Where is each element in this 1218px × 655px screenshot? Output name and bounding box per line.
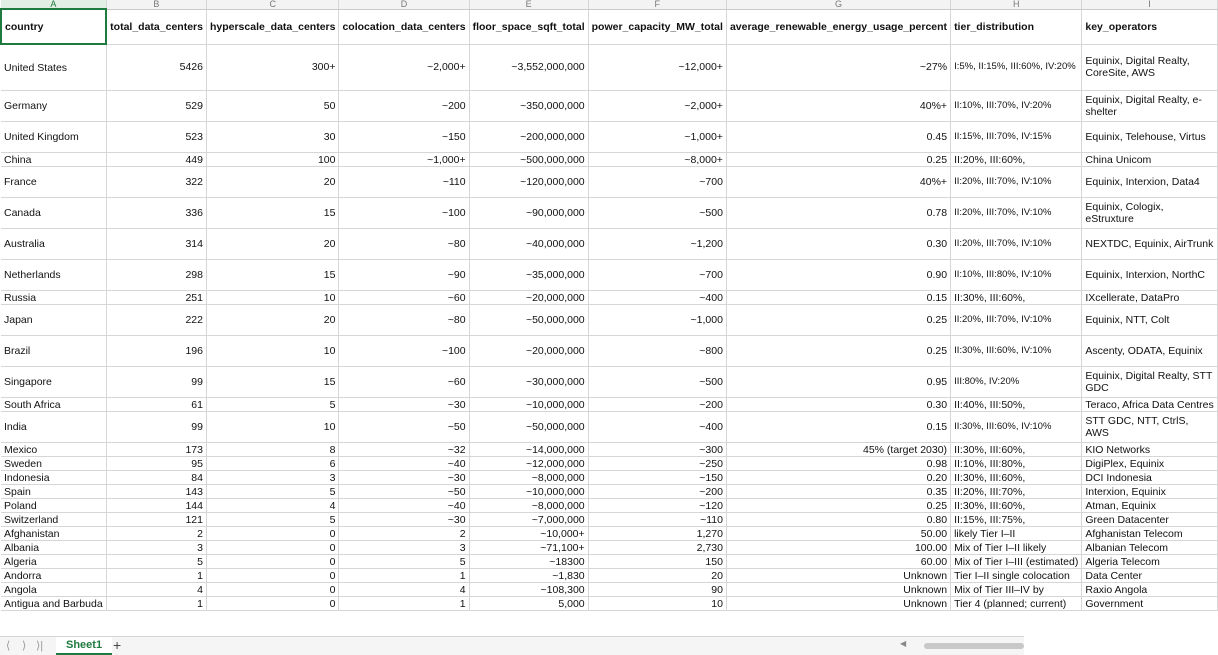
cell-country[interactable]: Brazil: [1, 336, 106, 367]
cell-colocation-data-centers[interactable]: ~50: [339, 485, 469, 499]
cell-key-operators[interactable]: STT GDC, NTT, CtrlS, AWS: [1082, 412, 1217, 443]
cell-power-capacity-MW-total[interactable]: ~1,200: [588, 229, 726, 260]
cell-key-operators[interactable]: Afghanistan Telecom: [1082, 527, 1217, 541]
cell-hyperscale-data-centers[interactable]: 15: [206, 367, 339, 398]
cell-average-renewable-energy-usage-percent[interactable]: 60.00: [726, 555, 950, 569]
table-row: [1, 336, 1217, 367]
cell-tier-distribution[interactable]: II:40%, III:50%,: [951, 398, 1082, 412]
cell-colocation-data-centers[interactable]: ~100: [339, 198, 469, 229]
cell-average-renewable-energy-usage-percent[interactable]: 0.25: [726, 499, 950, 513]
cell-average-renewable-energy-usage-percent[interactable]: Unknown: [726, 597, 950, 611]
cell-country[interactable]: Spain: [1, 485, 106, 499]
last-sheet-arrow-icon[interactable]: ⟩|: [36, 640, 44, 652]
cell-colocation-data-centers[interactable]: ~60: [339, 291, 469, 305]
cell-total-data-centers[interactable]: 196: [106, 336, 206, 367]
cell-total-data-centers[interactable]: 523: [106, 122, 206, 153]
cell-power-capacity-MW-total[interactable]: 2,730: [588, 541, 726, 555]
cell-country[interactable]: Sweden: [1, 457, 106, 471]
cell-floor-space-sqft-total[interactable]: ~90,000,000: [469, 198, 588, 229]
cell-total-data-centers[interactable]: 322: [106, 167, 206, 198]
cell-total-data-centers[interactable]: 1: [106, 569, 206, 583]
cell-floor-space-sqft-total[interactable]: ~50,000,000: [469, 305, 588, 336]
cell-total-data-centers[interactable]: 61: [106, 398, 206, 412]
cell-key-operators[interactable]: Equinix, Interxion, NorthC: [1082, 260, 1217, 291]
sheet-tab-sheet1[interactable]: Sheet1: [56, 637, 112, 655]
cell-average-renewable-energy-usage-percent[interactable]: 0.25: [726, 305, 950, 336]
cell-floor-space-sqft-total[interactable]: ~10,000+: [469, 527, 588, 541]
table-row: [1, 499, 1217, 513]
cell-tier-distribution[interactable]: II:30%, III:60%,: [951, 499, 1082, 513]
cell-power-capacity-MW-total[interactable]: ~400: [588, 291, 726, 305]
cell-key-operators[interactable]: Data Center: [1082, 569, 1217, 583]
cell-country[interactable]: Mexico: [1, 443, 106, 457]
table-row: [1, 583, 1217, 597]
header-cell-key-operators[interactable]: key_operators: [1082, 9, 1217, 44]
cell-tier-distribution[interactable]: II:20%, III:60%,: [951, 153, 1082, 167]
cell-tier-distribution[interactable]: II:15%, III:70%, IV:15%: [951, 122, 1082, 153]
cell-average-renewable-energy-usage-percent[interactable]: 100.00: [726, 541, 950, 555]
table-row: [1, 457, 1217, 471]
cell-key-operators[interactable]: IXcellerate, DataPro: [1082, 291, 1217, 305]
cell-floor-space-sqft-total[interactable]: ~30,000,000: [469, 367, 588, 398]
cell-power-capacity-MW-total[interactable]: ~1,000: [588, 305, 726, 336]
cell-colocation-data-centers[interactable]: ~90: [339, 260, 469, 291]
first-sheet-arrow-icon[interactable]: ⟨: [6, 640, 11, 652]
column-letter-row: [1, 0, 1217, 9]
cell-tier-distribution[interactable]: II:20%, III:70%, IV:10%: [951, 167, 1082, 198]
cell-total-data-centers[interactable]: 95: [106, 457, 206, 471]
cell-colocation-data-centers[interactable]: ~40: [339, 499, 469, 513]
cell-tier-distribution[interactable]: Tier 4 (planned; current): [951, 597, 1082, 611]
cell-colocation-data-centers[interactable]: ~100: [339, 336, 469, 367]
cell-average-renewable-energy-usage-percent[interactable]: Unknown: [726, 569, 950, 583]
cell-average-renewable-energy-usage-percent[interactable]: 0.80: [726, 513, 950, 527]
cell-key-operators[interactable]: DigiPlex, Equinix: [1082, 457, 1217, 471]
cell-tier-distribution[interactable]: Mix of Tier III–IV by: [951, 583, 1082, 597]
cell-floor-space-sqft-total[interactable]: ~50,000,000: [469, 412, 588, 443]
cell-hyperscale-data-centers[interactable]: 20: [206, 229, 339, 260]
cell-average-renewable-energy-usage-percent[interactable]: 40%+: [726, 167, 950, 198]
cell-key-operators[interactable]: Interxion, Equinix: [1082, 485, 1217, 499]
cell-total-data-centers[interactable]: 3: [106, 541, 206, 555]
cell-average-renewable-energy-usage-percent[interactable]: 0.78: [726, 198, 950, 229]
cell-tier-distribution[interactable]: Tier I–II single colocation: [951, 569, 1082, 583]
cell-power-capacity-MW-total[interactable]: 10: [588, 597, 726, 611]
cell-average-renewable-energy-usage-percent[interactable]: 0.25: [726, 153, 950, 167]
header-cell-floor-space-sqft-total[interactable]: floor_space_sqft_total: [469, 9, 588, 44]
cell-power-capacity-MW-total[interactable]: ~700: [588, 167, 726, 198]
cell-colocation-data-centers[interactable]: ~30: [339, 513, 469, 527]
header-cell-tier-distribution[interactable]: tier_distribution: [951, 9, 1082, 44]
header-row: [1, 9, 1217, 44]
cell-colocation-data-centers[interactable]: ~40: [339, 457, 469, 471]
cell-hyperscale-data-centers[interactable]: 50: [206, 91, 339, 122]
table-row: [1, 527, 1217, 541]
cell-total-data-centers[interactable]: 336: [106, 198, 206, 229]
cell-total-data-centers[interactable]: 2: [106, 527, 206, 541]
cell-colocation-data-centers[interactable]: ~150: [339, 122, 469, 153]
table-row: [1, 153, 1217, 167]
cell-colocation-data-centers[interactable]: 2: [339, 527, 469, 541]
cell-country[interactable]: Afghanistan: [1, 527, 106, 541]
cell-floor-space-sqft-total[interactable]: ~35,000,000: [469, 260, 588, 291]
table-row: [1, 91, 1217, 122]
header-cell-total-data-centers[interactable]: total_data_centers: [106, 9, 206, 44]
scroll-left-arrow-icon[interactable]: ◀: [900, 639, 907, 648]
column-letter-h[interactable]: H: [951, 0, 1082, 9]
cell-floor-space-sqft-total[interactable]: ~120,000,000: [469, 167, 588, 198]
cell-total-data-centers[interactable]: 449: [106, 153, 206, 167]
cell-floor-space-sqft-total[interactable]: ~14,000,000: [469, 443, 588, 457]
cell-power-capacity-MW-total[interactable]: ~300: [588, 443, 726, 457]
cell-country[interactable]: Germany: [1, 91, 106, 122]
cell-floor-space-sqft-total[interactable]: ~10,000,000: [469, 485, 588, 499]
cell-key-operators[interactable]: Equinix, Telehouse, Virtus: [1082, 122, 1217, 153]
cell-power-capacity-MW-total[interactable]: 90: [588, 583, 726, 597]
cell-colocation-data-centers[interactable]: ~1,000+: [339, 153, 469, 167]
cell-power-capacity-MW-total[interactable]: ~700: [588, 260, 726, 291]
cell-tier-distribution[interactable]: II:10%, III:80%, IV:10%: [951, 260, 1082, 291]
cell-total-data-centers[interactable]: 314: [106, 229, 206, 260]
cell-floor-space-sqft-total[interactable]: 5,000: [469, 597, 588, 611]
cell-key-operators[interactable]: Algeria Telecom: [1082, 555, 1217, 569]
column-letter-c[interactable]: C: [206, 0, 339, 9]
cell-colocation-data-centers[interactable]: 5: [339, 555, 469, 569]
cell-key-operators[interactable]: Government: [1082, 597, 1217, 611]
sheet-tab-bar: [0, 636, 1024, 655]
cell-total-data-centers[interactable]: 143: [106, 485, 206, 499]
cell-floor-space-sqft-total[interactable]: ~7,000,000: [469, 513, 588, 527]
cell-floor-space-sqft-total[interactable]: ~350,000,000: [469, 91, 588, 122]
cell-average-renewable-energy-usage-percent[interactable]: 0.95: [726, 367, 950, 398]
cell-average-renewable-energy-usage-percent[interactable]: 0.30: [726, 229, 950, 260]
cell-country[interactable]: China: [1, 153, 106, 167]
cell-power-capacity-MW-total[interactable]: ~8,000+: [588, 153, 726, 167]
cell-country[interactable]: South Africa: [1, 398, 106, 412]
cell-tier-distribution[interactable]: II:30%, III:60%,: [951, 471, 1082, 485]
table-row: [1, 597, 1217, 611]
table-row: [1, 541, 1217, 555]
cell-colocation-data-centers[interactable]: ~110: [339, 167, 469, 198]
cell-country[interactable]: Netherlands: [1, 260, 106, 291]
header-cell-hyperscale-data-centers[interactable]: hyperscale_data_centers: [206, 9, 339, 44]
header-cell-colocation-data-centers[interactable]: colocation_data_centers: [339, 9, 469, 44]
cell-average-renewable-energy-usage-percent[interactable]: 0.45: [726, 122, 950, 153]
table-row: [1, 485, 1217, 499]
cell-floor-space-sqft-total[interactable]: ~200,000,000: [469, 122, 588, 153]
cell-average-renewable-energy-usage-percent[interactable]: 0.25: [726, 336, 950, 367]
table-row: [1, 305, 1217, 336]
cell-country[interactable]: Andorra: [1, 569, 106, 583]
column-letter-d[interactable]: D: [339, 0, 469, 9]
cell-total-data-centers[interactable]: 251: [106, 291, 206, 305]
cell-key-operators[interactable]: Teraco, Africa Data Centres: [1082, 398, 1217, 412]
table-row: [1, 167, 1217, 198]
cell-floor-space-sqft-total[interactable]: ~108,300: [469, 583, 588, 597]
table-row: [1, 122, 1217, 153]
cell-hyperscale-data-centers[interactable]: 0: [206, 583, 339, 597]
cell-hyperscale-data-centers[interactable]: 0: [206, 541, 339, 555]
cell-colocation-data-centers[interactable]: ~50: [339, 412, 469, 443]
cell-total-data-centers[interactable]: 144: [106, 499, 206, 513]
cell-colocation-data-centers[interactable]: ~200: [339, 91, 469, 122]
column-letter-g[interactable]: G: [726, 0, 950, 9]
cell-country[interactable]: France: [1, 167, 106, 198]
cell-floor-space-sqft-total[interactable]: ~40,000,000: [469, 229, 588, 260]
cell-floor-space-sqft-total[interactable]: ~20,000,000: [469, 291, 588, 305]
cell-floor-space-sqft-total[interactable]: ~3,552,000,000: [469, 44, 588, 91]
cell-hyperscale-data-centers[interactable]: 5: [206, 513, 339, 527]
table-row: [1, 198, 1217, 229]
cell-average-renewable-energy-usage-percent[interactable]: 0.15: [726, 291, 950, 305]
cell-colocation-data-centers[interactable]: 3: [339, 541, 469, 555]
cell-total-data-centers[interactable]: 4: [106, 583, 206, 597]
cell-tier-distribution[interactable]: II:30%, III:60%, IV:10%: [951, 412, 1082, 443]
cell-key-operators[interactable]: Equinix, NTT, Colt: [1082, 305, 1217, 336]
cell-tier-distribution[interactable]: II:30%, III:60%, IV:10%: [951, 336, 1082, 367]
cell-key-operators[interactable]: Equinix, Digital Realty, e-shelter: [1082, 91, 1217, 122]
cell-key-operators[interactable]: Equinix, Digital Realty, STT GDC: [1082, 367, 1217, 398]
cell-key-operators[interactable]: Equinix, Cologix, eStruxture: [1082, 198, 1217, 229]
cell-country[interactable]: Indonesia: [1, 471, 106, 485]
cell-colocation-data-centers[interactable]: ~80: [339, 229, 469, 260]
cell-power-capacity-MW-total[interactable]: ~110: [588, 513, 726, 527]
cell-floor-space-sqft-total[interactable]: ~18300: [469, 555, 588, 569]
cell-country[interactable]: Antigua and Barbuda: [1, 597, 106, 611]
cell-colocation-data-centers[interactable]: ~30: [339, 471, 469, 485]
cell-power-capacity-MW-total[interactable]: ~400: [588, 412, 726, 443]
column-letter-e[interactable]: E: [469, 0, 588, 9]
table-row: [1, 412, 1217, 443]
cell-average-renewable-energy-usage-percent[interactable]: ~27%: [726, 44, 950, 91]
header-cell-average-renewable-energy-usage-percent[interactable]: average_renewable_energy_usage_percent: [726, 9, 950, 44]
cell-hyperscale-data-centers[interactable]: 0: [206, 597, 339, 611]
cell-colocation-data-centers[interactable]: ~80: [339, 305, 469, 336]
cell-tier-distribution[interactable]: II:20%, III:70%, IV:10%: [951, 229, 1082, 260]
table-row: [1, 44, 1217, 91]
cell-country[interactable]: Japan: [1, 305, 106, 336]
cell-key-operators[interactable]: Albanian Telecom: [1082, 541, 1217, 555]
cell-hyperscale-data-centers[interactable]: 100: [206, 153, 339, 167]
cell-tier-distribution[interactable]: I:5%, II:15%, III:60%, IV:20%: [951, 44, 1082, 91]
cell-country[interactable]: Australia: [1, 229, 106, 260]
cell-average-renewable-energy-usage-percent[interactable]: 0.20: [726, 471, 950, 485]
cell-key-operators[interactable]: Ascenty, ODATA, Equinix: [1082, 336, 1217, 367]
table-row: [1, 367, 1217, 398]
cell-key-operators[interactable]: China Unicom: [1082, 153, 1217, 167]
cell-hyperscale-data-centers[interactable]: 5: [206, 485, 339, 499]
cell-power-capacity-MW-total[interactable]: ~800: [588, 336, 726, 367]
cell-floor-space-sqft-total[interactable]: ~8,000,000: [469, 499, 588, 513]
cell-hyperscale-data-centers[interactable]: 20: [206, 167, 339, 198]
cell-tier-distribution[interactable]: likely Tier I–II: [951, 527, 1082, 541]
cell-country[interactable]: Albania: [1, 541, 106, 555]
cell-hyperscale-data-centers[interactable]: 0: [206, 569, 339, 583]
cell-country[interactable]: United Kingdom: [1, 122, 106, 153]
cell-colocation-data-centers[interactable]: ~60: [339, 367, 469, 398]
table-row: [1, 555, 1217, 569]
cell-country[interactable]: Poland: [1, 499, 106, 513]
cell-tier-distribution[interactable]: II:20%, III:70%, IV:10%: [951, 305, 1082, 336]
add-sheet-button[interactable]: +: [113, 637, 122, 653]
cell-hyperscale-data-centers[interactable]: 10: [206, 412, 339, 443]
cell-colocation-data-centers[interactable]: 4: [339, 583, 469, 597]
table-row: [1, 260, 1217, 291]
cell-country[interactable]: Canada: [1, 198, 106, 229]
scrollbar-thumb[interactable]: [924, 643, 1024, 649]
cell-average-renewable-energy-usage-percent[interactable]: 0.15: [726, 412, 950, 443]
cell-hyperscale-data-centers[interactable]: 3: [206, 471, 339, 485]
table-row: [1, 471, 1217, 485]
cell-power-capacity-MW-total[interactable]: ~250: [588, 457, 726, 471]
cell-key-operators[interactable]: Atman, Equinix: [1082, 499, 1217, 513]
cell-total-data-centers[interactable]: 84: [106, 471, 206, 485]
cell-floor-space-sqft-total[interactable]: ~20,000,000: [469, 336, 588, 367]
horizontal-scrollbar[interactable]: [900, 639, 1024, 650]
cell-tier-distribution[interactable]: II:20%, III:70%,: [951, 485, 1082, 499]
header-cell-country[interactable]: country: [1, 9, 106, 44]
cell-power-capacity-MW-total[interactable]: ~200: [588, 398, 726, 412]
cell-hyperscale-data-centers[interactable]: 6: [206, 457, 339, 471]
cell-floor-space-sqft-total[interactable]: ~12,000,000: [469, 457, 588, 471]
cell-hyperscale-data-centers[interactable]: 4: [206, 499, 339, 513]
cell-colocation-data-centers[interactable]: ~30: [339, 398, 469, 412]
cell-total-data-centers[interactable]: 298: [106, 260, 206, 291]
cell-country[interactable]: Switzerland: [1, 513, 106, 527]
column-letter-b[interactable]: B: [106, 0, 206, 9]
cell-hyperscale-data-centers[interactable]: 0: [206, 527, 339, 541]
cell-tier-distribution[interactable]: II:30%, III:60%,: [951, 443, 1082, 457]
cell-hyperscale-data-centers[interactable]: 5: [206, 398, 339, 412]
cell-power-capacity-MW-total[interactable]: 150: [588, 555, 726, 569]
cell-power-capacity-MW-total[interactable]: 1,270: [588, 527, 726, 541]
cell-floor-space-sqft-total[interactable]: ~8,000,000: [469, 471, 588, 485]
cell-tier-distribution[interactable]: II:15%, III:75%,: [951, 513, 1082, 527]
cell-key-operators[interactable]: Raxio Angola: [1082, 583, 1217, 597]
cell-average-renewable-energy-usage-percent[interactable]: Unknown: [726, 583, 950, 597]
cell-hyperscale-data-centers[interactable]: 15: [206, 260, 339, 291]
cell-total-data-centers[interactable]: 529: [106, 91, 206, 122]
next-sheet-arrow-icon[interactable]: ⟩: [22, 640, 27, 652]
cell-key-operators[interactable]: DCI Indonesia: [1082, 471, 1217, 485]
cell-country[interactable]: Russia: [1, 291, 106, 305]
cell-colocation-data-centers[interactable]: ~32: [339, 443, 469, 457]
column-letter-f[interactable]: F: [588, 0, 726, 9]
cell-floor-space-sqft-total[interactable]: ~10,000,000: [469, 398, 588, 412]
table-row: [1, 513, 1217, 527]
cell-hyperscale-data-centers[interactable]: 8: [206, 443, 339, 457]
cell-hyperscale-data-centers[interactable]: 0: [206, 555, 339, 569]
cell-power-capacity-MW-total[interactable]: ~120: [588, 499, 726, 513]
cell-floor-space-sqft-total[interactable]: ~500,000,000: [469, 153, 588, 167]
cell-tier-distribution[interactable]: II:30%, III:60%,: [951, 291, 1082, 305]
cell-total-data-centers[interactable]: 1: [106, 597, 206, 611]
table-row: [1, 443, 1217, 457]
cell-average-renewable-energy-usage-percent[interactable]: 45% (target 2030): [726, 443, 950, 457]
cell-average-renewable-energy-usage-percent[interactable]: 0.90: [726, 260, 950, 291]
cell-average-renewable-energy-usage-percent[interactable]: 0.98: [726, 457, 950, 471]
cell-key-operators[interactable]: Equinix, Digital Realty, CoreSite, AWS: [1082, 44, 1217, 91]
cell-tier-distribution[interactable]: II:10%, III:70%, IV:20%: [951, 91, 1082, 122]
cell-hyperscale-data-centers[interactable]: 300+: [206, 44, 339, 91]
table-row: [1, 291, 1217, 305]
cell-total-data-centers[interactable]: 173: [106, 443, 206, 457]
cell-tier-distribution[interactable]: Mix of Tier I–III (estimated): [951, 555, 1082, 569]
cell-key-operators[interactable]: KIO Networks: [1082, 443, 1217, 457]
table-row: [1, 229, 1217, 260]
column-letter-a[interactable]: A: [1, 0, 106, 9]
cell-colocation-data-centers[interactable]: 1: [339, 597, 469, 611]
cell-average-renewable-energy-usage-percent[interactable]: 40%+: [726, 91, 950, 122]
cell-total-data-centers[interactable]: 5: [106, 555, 206, 569]
header-cell-power-capacity-MW-total[interactable]: power_capacity_MW_total: [588, 9, 726, 44]
cell-power-capacity-MW-total[interactable]: ~1,000+: [588, 122, 726, 153]
cell-hyperscale-data-centers[interactable]: 15: [206, 198, 339, 229]
column-letter-i[interactable]: I: [1082, 0, 1217, 9]
cell-average-renewable-energy-usage-percent[interactable]: 0.30: [726, 398, 950, 412]
cell-key-operators[interactable]: NEXTDC, Equinix, AirTrunk: [1082, 229, 1217, 260]
cell-hyperscale-data-centers[interactable]: 30: [206, 122, 339, 153]
cell-power-capacity-MW-total[interactable]: ~500: [588, 367, 726, 398]
cell-hyperscale-data-centers[interactable]: 10: [206, 291, 339, 305]
cell-total-data-centers[interactable]: 121: [106, 513, 206, 527]
cell-power-capacity-MW-total[interactable]: ~12,000+: [588, 44, 726, 91]
cell-tier-distribution[interactable]: II:10%, III:80%,: [951, 457, 1082, 471]
cell-colocation-data-centers[interactable]: ~2,000+: [339, 44, 469, 91]
cell-total-data-centers[interactable]: 99: [106, 367, 206, 398]
cell-country[interactable]: India: [1, 412, 106, 443]
cell-hyperscale-data-centers[interactable]: 10: [206, 336, 339, 367]
cell-tier-distribution[interactable]: II:20%, III:70%, IV:10%: [951, 198, 1082, 229]
cell-power-capacity-MW-total[interactable]: ~2,000+: [588, 91, 726, 122]
cell-power-capacity-MW-total[interactable]: 20: [588, 569, 726, 583]
cell-hyperscale-data-centers[interactable]: 20: [206, 305, 339, 336]
cell-total-data-centers[interactable]: 99: [106, 412, 206, 443]
cell-tier-distribution[interactable]: Mix of Tier I–II likely: [951, 541, 1082, 555]
cell-country[interactable]: Algeria: [1, 555, 106, 569]
cell-colocation-data-centers[interactable]: 1: [339, 569, 469, 583]
cell-floor-space-sqft-total[interactable]: ~71,100+: [469, 541, 588, 555]
cell-tier-distribution[interactable]: III:80%, IV:20%: [951, 367, 1082, 398]
cell-power-capacity-MW-total[interactable]: ~500: [588, 198, 726, 229]
cell-key-operators[interactable]: Equinix, Interxion, Data4: [1082, 167, 1217, 198]
cell-average-renewable-energy-usage-percent[interactable]: 50.00: [726, 527, 950, 541]
table-row: [1, 398, 1217, 412]
cell-country[interactable]: Singapore: [1, 367, 106, 398]
cell-power-capacity-MW-total[interactable]: ~200: [588, 485, 726, 499]
cell-country[interactable]: United States: [1, 44, 106, 91]
cell-key-operators[interactable]: Green Datacenter: [1082, 513, 1217, 527]
table-row: [1, 569, 1217, 583]
cell-country[interactable]: Angola: [1, 583, 106, 597]
cell-average-renewable-energy-usage-percent[interactable]: 0.35: [726, 485, 950, 499]
cell-floor-space-sqft-total[interactable]: ~1,830: [469, 569, 588, 583]
cell-total-data-centers[interactable]: 222: [106, 305, 206, 336]
cell-total-data-centers[interactable]: 5426: [106, 44, 206, 91]
cell-power-capacity-MW-total[interactable]: ~150: [588, 471, 726, 485]
